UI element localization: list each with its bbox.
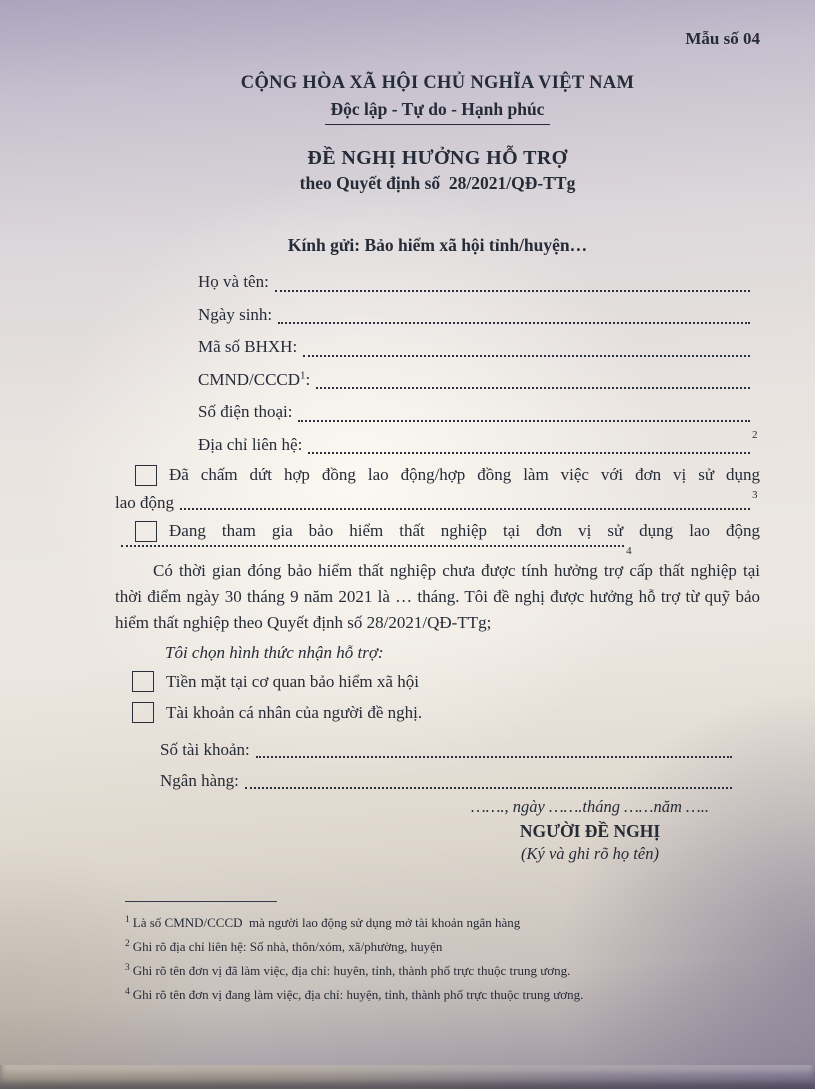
- cash-option-checkbox[interactable]: [132, 671, 154, 692]
- national-header-line1: CỘNG HÒA XÃ HỘI CHỦ NGHĨA VIỆT NAM: [240, 73, 635, 93]
- signer-title: NGƯỜI ĐỀ NGHỊ: [519, 821, 661, 841]
- footnote-4: [125, 983, 760, 1007]
- footnote-1: [125, 911, 760, 935]
- personal-info-fields: [198, 266, 760, 461]
- fill-line[interactable]: [275, 290, 750, 292]
- participating-insurance-checkbox[interactable]: [135, 521, 157, 542]
- document-title-line1: ĐỀ NGHỊ HƯỞNG HỖ TRỢ: [307, 147, 568, 169]
- payment-option-label: Tiền mặt tại cơ quan bảo hiểm xã hội: [166, 672, 419, 691]
- footnote-marker: 4: [125, 986, 130, 997]
- fill-line[interactable]: [121, 545, 624, 547]
- field-id-number: CMND/CCCD$^1$:: [198, 364, 760, 397]
- footnote-2: [125, 935, 760, 959]
- field-label: Họ và tên:: [198, 272, 269, 291]
- fill-line[interactable]: [180, 508, 750, 510]
- request-paragraph: Có thời gian đóng bảo hiểm thất nghiệp chưa được tính hưởng trợ cấp thất nghiệp tại thời điểm ngày 30 tháng 9 năm 2021 là … tháng. Tôi đề nghị được hưởng hỗ trợ từ quỹ bảo hiểm thất nghiệp theo Quyết định số 28/2021/QĐ-TTg;: [115, 561, 760, 632]
- footnote-ref-3: 3: [752, 489, 758, 501]
- field-label: Ngày sinh:: [198, 304, 273, 324]
- terminated-contract-checkbox[interactable]: [135, 465, 157, 486]
- footnote-marker: 2: [125, 938, 130, 949]
- declaration-cont-text: lao động: [115, 493, 175, 512]
- fill-line[interactable]: [316, 387, 750, 389]
- fill-line[interactable]: [308, 452, 750, 454]
- declaration-terminated-contract: [135, 461, 760, 489]
- bank-account-option-checkbox[interactable]: [132, 702, 154, 723]
- footnote-ref-4: 4: [626, 545, 632, 557]
- form-number: Mẫu số 04: [685, 29, 760, 48]
- declaration-terminated-contract-cont: [115, 489, 760, 517]
- footnote-text: Ghi rõ địa chỉ liên hệ: Số nhà, thôn/xóm, xã/phường, huyện: [132, 939, 443, 954]
- fill-line[interactable]: [298, 420, 750, 422]
- footnote-marker: 3: [125, 962, 130, 973]
- payment-method-heading: Tôi chọn hình thức nhận hỗ trợ:: [165, 643, 384, 662]
- field-full-name: [198, 266, 760, 299]
- table-edge-shadow: [0, 1065, 815, 1089]
- footnote-text: Ghi rõ tên đơn vị đã làm việc, địa chỉ: huyên, tỉnh, thành phố trực thuộc trung ương.: [132, 963, 571, 978]
- footnote-text: Là số CMND/CCCD mà người lao động sử dụng mở tài khoản ngân hàng: [132, 915, 521, 930]
- footnote-ref-1: 1: [300, 368, 306, 381]
- declaration-participating-insurance-cont: [115, 545, 760, 557]
- payment-option-bank-account: [132, 697, 760, 728]
- field-label: Mã số BHXH:: [198, 337, 298, 356]
- declaration-participating-insurance: [135, 517, 760, 545]
- field-contact-address: [198, 429, 760, 462]
- bank-account-fields: [160, 734, 760, 796]
- field-birth-date: [198, 299, 760, 332]
- payment-option-cash: [132, 666, 760, 697]
- field-label: CMND/CCCD: [198, 369, 301, 389]
- national-header: [115, 70, 760, 125]
- footnote-marker: 1: [125, 914, 130, 925]
- field-label: Số điện thoại:: [198, 402, 293, 421]
- fill-line[interactable]: [245, 787, 732, 789]
- field-social-insurance-number: [198, 331, 760, 364]
- footnote-ref-2: 2: [752, 428, 758, 441]
- document-title-line2: theo Quyết định số 28/2021/QĐ-TTg: [299, 173, 576, 193]
- payment-option-label: Tài khoản cá nhân của người đề nghị.: [166, 703, 423, 722]
- declaration-text: Đã chấm dứt hợp đồng lao động/hợp đồng làm việc với đơn vị sử dụng: [169, 465, 760, 484]
- field-phone-number: [198, 396, 760, 429]
- date-line: ……., ngày …….tháng ……năm …..: [471, 797, 709, 816]
- footnote-3: [125, 959, 760, 983]
- fill-line[interactable]: [278, 322, 750, 324]
- footnote-separator: [125, 901, 277, 902]
- field-label: Ngân hàng:: [160, 771, 239, 790]
- document-title: [115, 145, 760, 196]
- fill-line[interactable]: [303, 355, 750, 357]
- field-bank-name: [160, 765, 760, 796]
- fill-line[interactable]: [256, 756, 732, 758]
- declaration-text: Đang tham gia bảo hiểm thất nghiệp tại đơn vị sử dụng lao động: [169, 521, 760, 540]
- declaration-section: [115, 461, 760, 557]
- footnote-text: Ghi rõ tên đơn vị đang làm việc, địa chỉ: huyện, tỉnh, thành phố trực thuộc trung ương.: [132, 987, 584, 1002]
- field-account-number: [160, 734, 760, 765]
- national-motto: Độc lập - Tự do - Hạnh phúc: [325, 96, 551, 125]
- salutation: Kính gửi: Bảo hiểm xã hội tỉnh/huyện…: [287, 235, 588, 255]
- field-label: Số tài khoản:: [160, 740, 250, 759]
- footnotes: [125, 911, 760, 1007]
- field-label: Địa chỉ liên hệ:: [198, 434, 303, 454]
- signer-note: (Ký và ghi rõ họ tên): [521, 844, 659, 863]
- signature-block: [420, 796, 760, 865]
